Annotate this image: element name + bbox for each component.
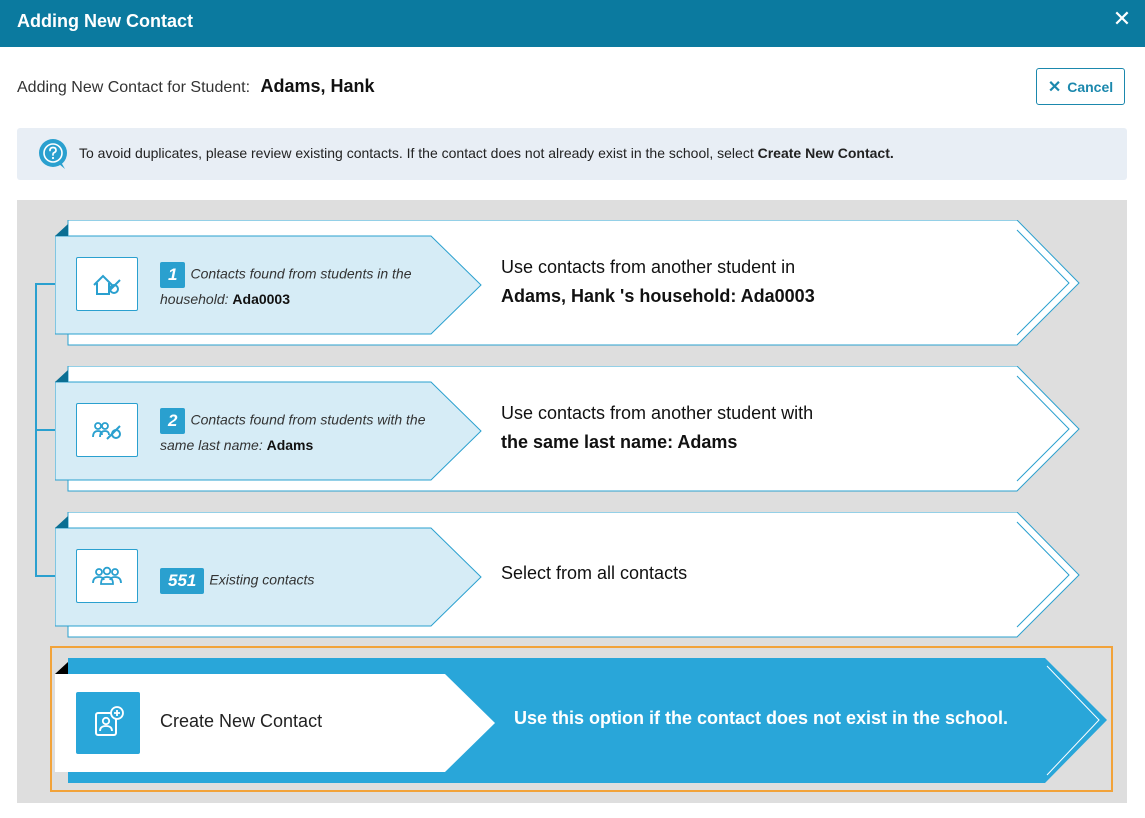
connector-line [35, 429, 55, 431]
option-action-line1: Use contacts from another student with [501, 403, 814, 423]
connector-line [35, 575, 55, 577]
close-icon[interactable]: ✕ [1112, 6, 1132, 31]
option-description-bold: Ada0003 [232, 291, 290, 307]
option-lastname-card[interactable] [55, 366, 1085, 493]
group-icon-box [76, 549, 138, 603]
house-link-icon-box [76, 257, 138, 311]
option-action-text [501, 253, 815, 311]
contact-count-badge: 1 [160, 262, 185, 288]
create-contact-description: Use this option if the contact does not exist in the school. [514, 708, 1009, 728]
option-description-text: Contacts found from students in the household: [160, 265, 412, 307]
option-description-text: Contacts found from students with the same last name: [160, 411, 426, 453]
student-header [17, 76, 375, 97]
option-action-line1: Select from all contacts [501, 563, 688, 583]
option-action-line2: Adams, Hank 's household: Ada0003 [501, 286, 815, 306]
option-action-text [501, 559, 687, 588]
people-link-icon [90, 415, 124, 445]
option-description-text: Existing contacts [209, 571, 315, 588]
student-name: Adams, Hank [260, 76, 375, 96]
cancel-button[interactable] [1036, 68, 1125, 105]
info-text [79, 145, 894, 161]
house-link-icon [90, 269, 124, 299]
dialog-title-bar [0, 0, 1145, 47]
option-description [160, 262, 430, 310]
info-banner [17, 128, 1127, 180]
info-message: To avoid duplicates, please review existing contacts. If the contact does not already exist in the school, select [79, 145, 758, 161]
question-bubble-icon [37, 138, 69, 170]
option-action-text [501, 399, 813, 457]
people-link-icon-box [76, 403, 138, 457]
student-header-label: Adding New Contact for Student: [17, 79, 251, 96]
option-action-line2: the same last name: Adams [501, 432, 738, 452]
contact-count-badge: 2 [160, 408, 185, 434]
option-description [160, 568, 430, 594]
option-household-card[interactable] [55, 220, 1085, 347]
cancel-label: Cancel [1067, 78, 1114, 95]
group-icon [90, 561, 124, 591]
option-action-line1: Use contacts from another student in [501, 257, 796, 277]
dialog-title: Adding New Contact [17, 11, 193, 31]
cancel-icon: ✕ [1047, 78, 1062, 96]
contact-count-badge: 551 [160, 568, 204, 594]
contact-add-icon [90, 705, 126, 741]
connector-line [35, 283, 55, 285]
option-all-contacts-card[interactable] [55, 512, 1085, 639]
option-description-bold: Adams [266, 437, 314, 453]
info-highlight: Create New Contact. [757, 145, 894, 161]
contact-add-icon-box [76, 692, 140, 754]
option-description [160, 408, 430, 456]
create-contact-label[interactable]: Create New Contact [160, 711, 323, 731]
